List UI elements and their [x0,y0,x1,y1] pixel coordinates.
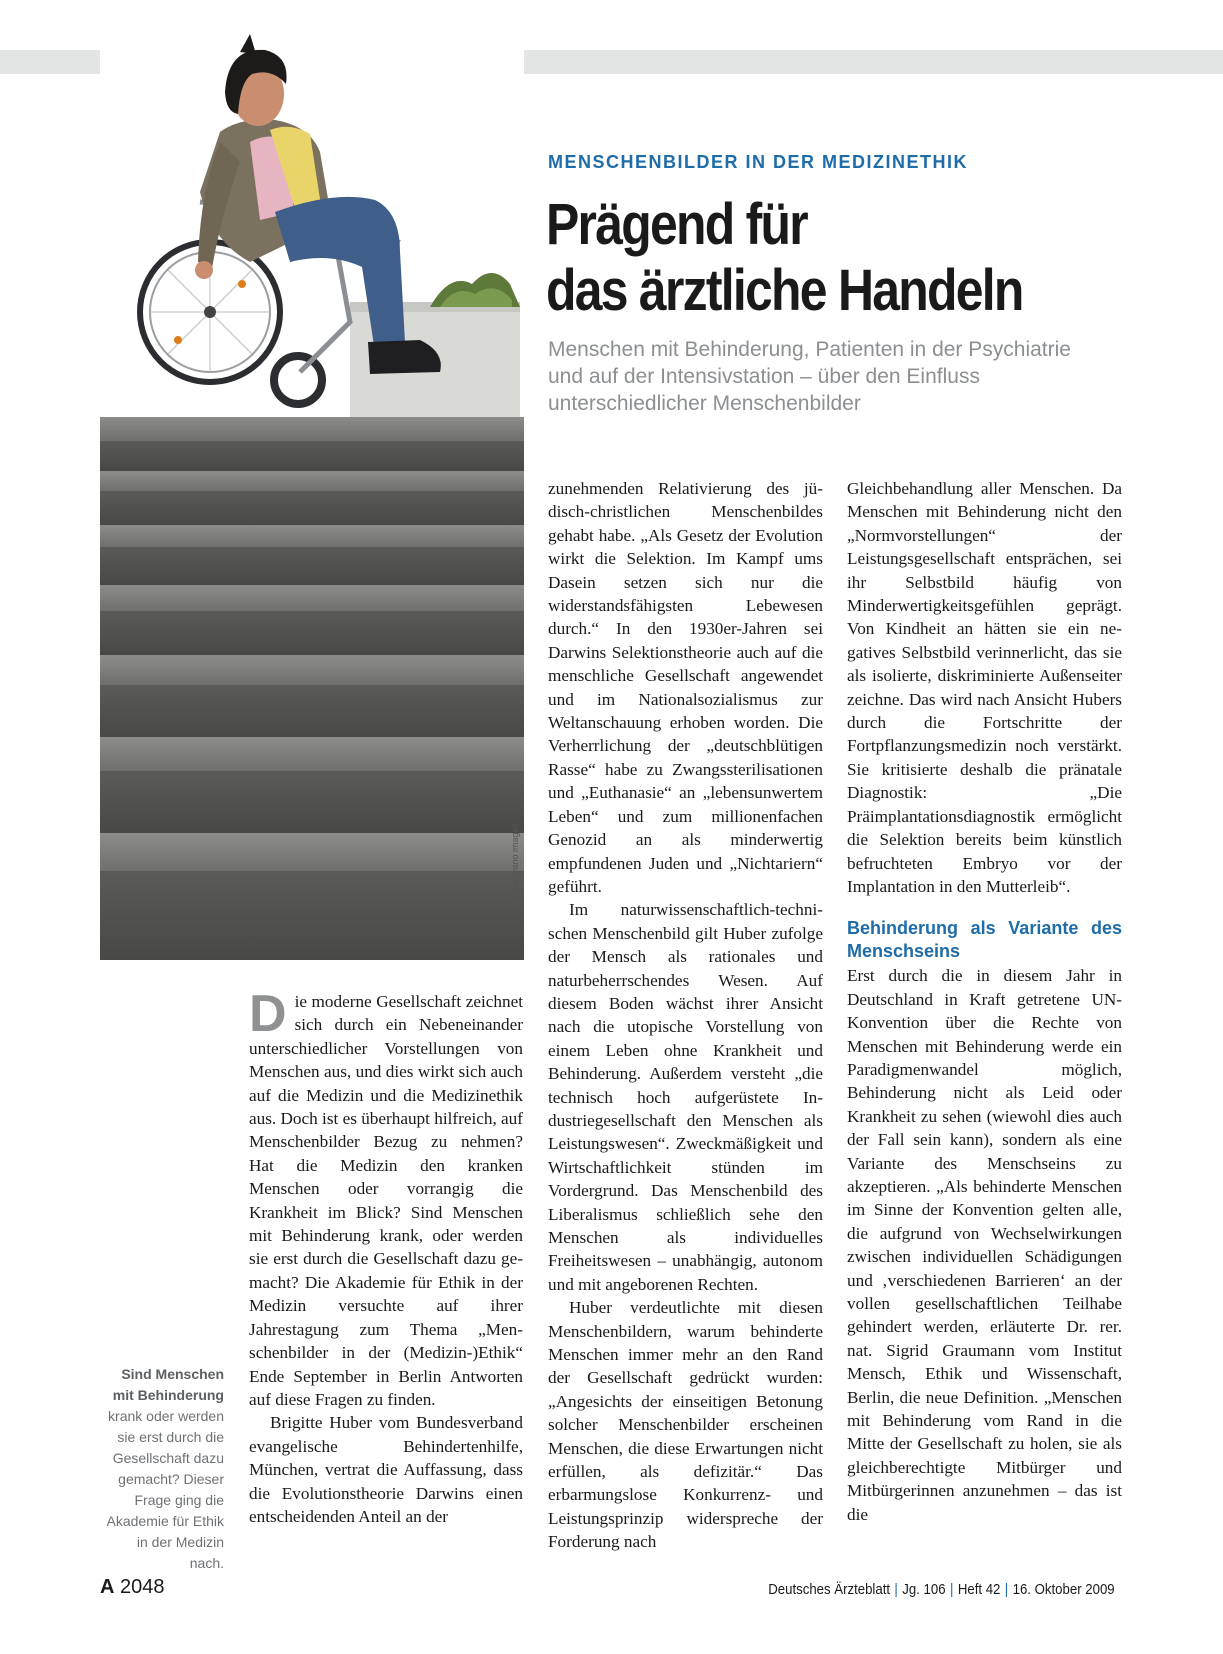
intro-text: ie moderne Gesellschaft zeichnet sich durch ein Nebeneinander unterschiedlicher Vorstellungen von Menschen aus, und dies wirkt sich auch auf die Medizin und die Medizinethik aus. Doch ist es überhaupt hilfreich, auf Menschenbilder Bezug zu nehmen? Hat die Medizin den kranken Menschen oder vorrangig die Krankheit im Blick? Sind Menschen mit Behinderung krank, oder werden sie erst durch die Gesellschaft dazu gemacht? Die Akademie für Ethik in der Medizin versuchte auf ihrer Jahrestagung zum Thema „Menschenbilder in der (Medizin-)Ethik“ Ende September in Berlin Antworten auf diese Fragen zu finden. [249,992,523,1409]
caption-lead: Sind Menschen mit Behinderung [112,1366,224,1403]
separator: | [950,1581,954,1598]
wheelchair-stairs-image [100,22,524,960]
photo-credit: Foto: vario images [510,822,520,897]
paragraph: zunehmenden Relativierung des jüdisch-christlichen Menschenbildes gehabt habe. „Als Gesetz der Evolution wirkt die Selektion. Im Kampf ums Dasein setzen sich nur die widerstandsfähigsten Lebewesen durch.“ In den 1930er-Jahren sei Darwins Selektionstheorie auch auf die menschliche Gesellschaft angewendet und im Nationalsozialismus zur Weltanschauung erhoben worden. Die Verherrlichung der „deutschblütigen Rasse“ habe zu Zwangssterilisationen und „Euthanasie“ an „lebensunwertem Leben“ und zum millionenfachen Genozid an als minderwertig empfundenen Juden und „Nichtariern“ geführt. [548,479,823,896]
issue: Heft 42 [958,1581,1001,1598]
journal-name: Deutsches Ärzteblatt [768,1581,891,1598]
article-column-1 [249,985,523,1528]
section-kicker: MENSCHENBILDER IN DER MEDIZINETHIK [548,152,969,172]
paragraph: Brigitte Huber vom Bundesverband evangelische Behindertenhilfe, München, vertrat die Auffassung, dass die Evolutionstheorie Darwins einen entscheidenden Anteil an der [249,1413,523,1526]
paragraph: Im naturwissenschaftlich-technischen Menschenbild gilt Huber zufolge der Mensch als rationales und naturbeherrschendes Wesen. Auf diesem Boden wächst ihrer Ansicht nach die utopische Vorstellung von einem Leben ohne Krankheit und Behinderung. Außerdem versteht „die technisch hoch aufgerüstete Industriegesellschaft den Menschen als Leistungswesen“. Zweckmäßigkeit und Wirtschaftlichkeit stünden im Vordergrund. Das Menschenbild des Liberalismus schließlich sehe den Menschen als individuelles Freiheitswesen – unabhängig, autonom und mit angeborenen Rechten. [548,900,823,1294]
paragraph-intro [249,985,523,1411]
article-photo [100,22,524,960]
page-prefix: A [100,1576,115,1598]
caption-text: krank oder werden sie erst durch die Gesellschaft dazu gemacht? Dieser Frage ging die Akademie für Ethik in der Medizin nach. [106,1408,224,1571]
title-line-2: das ärztliche Handeln [546,258,1023,323]
drop-cap: D [249,985,287,1043]
article-column-3 [847,477,1122,1526]
page-number-value: 2048 [120,1576,165,1598]
paragraph: Gleichbehandlung aller Menschen. Da Menschen mit Behinderung nicht den „Normvorstellungen“ der Leistungsgesellschaft entsprächen, sei ihr Selbstbild häufig von Minderwertigkeitsgefühlen geprägt. Von Kindheit an hätten sie ein negatives Selbstbild verinnerlicht, das sie als isolierte, diskriminierte Außenseiter zeichne. Das wird nach Ansicht Hubers durch die Fortschritte der Fortpflanzungsmedizin noch verstärkt. Sie kritisierte deshalb die pränatale Diagnostik: „Die Präimplantationsdiagnostik ermöglicht die Selektion bereits beim künstlich befruchteten Embryo vor der Implantation in den Mutterleib“. [847,479,1122,896]
title-line-1: Prägend für [546,192,808,257]
section-subheading: Behinderung als Variante des Menschseins [847,918,1122,962]
separator: | [1005,1581,1009,1598]
issue-date: 16. Oktober 2009 [1012,1581,1115,1598]
article-title [546,192,1096,324]
paragraph: Erst durch die in diesem Jahr in Deutschland in Kraft getretene UN-Konvention über die Rechte von Menschen mit Behinderung werde ein Paradigmenwandel möglich, Behinderung nicht als Leid oder Krankheit zu sehen (wiewohl dies auch der Fall sein kann), sondern als eine Variante des Menschseins zu akzeptieren. „Als behinderte Menschen im Sinne der Konvention gelten alle, die aufgrund von Wechselwirkungen zwischen individuellen Schädigungen und ‚verschiedenen Barrieren‘ an der vollen gesellschaftlichen Teilhabe gehindert werden, erläuterte Dr. rer. nat. Sigrid Graumann vom Institut Mensch, Ethik und Wissenschaft, Berlin, die neue Definition. „Menschen mit Behinderung vom Rand in die Mitte der Gesellschaft zu holen, sie als gleichberechtigte Mitbürger und Mitbürgerinnen anzunehmen – das ist die [847,966,1122,1524]
volume: Jg. 106 [902,1581,946,1598]
article-column-2 [548,477,823,1554]
footer-citation [769,1581,1115,1598]
separator: | [894,1581,899,1598]
page-number [100,1576,165,1599]
paragraph: Huber verdeutlichte mit diesen Menschenbildern, warum behinderte Menschen immer mehr an den Rand der Gesellschaft gedrückt wurden: „Angesichts der einseitigen Betonung solcher Menschenbilder erscheinen Menschen, die diese Erwartungen nicht erfüllen, als defizitär.“ Das erbarmungslose Konkurrenz- und Leistungsprinzip widerspreche der Forderung nach [548,1298,823,1552]
article-subtitle: Menschen mit Behinderung, Patienten in der Psychiatrie und auf der Intensivstation – über den Einfluss unterschiedlicher Menschenbilder [548,338,1071,415]
photo-caption [100,1364,224,1574]
